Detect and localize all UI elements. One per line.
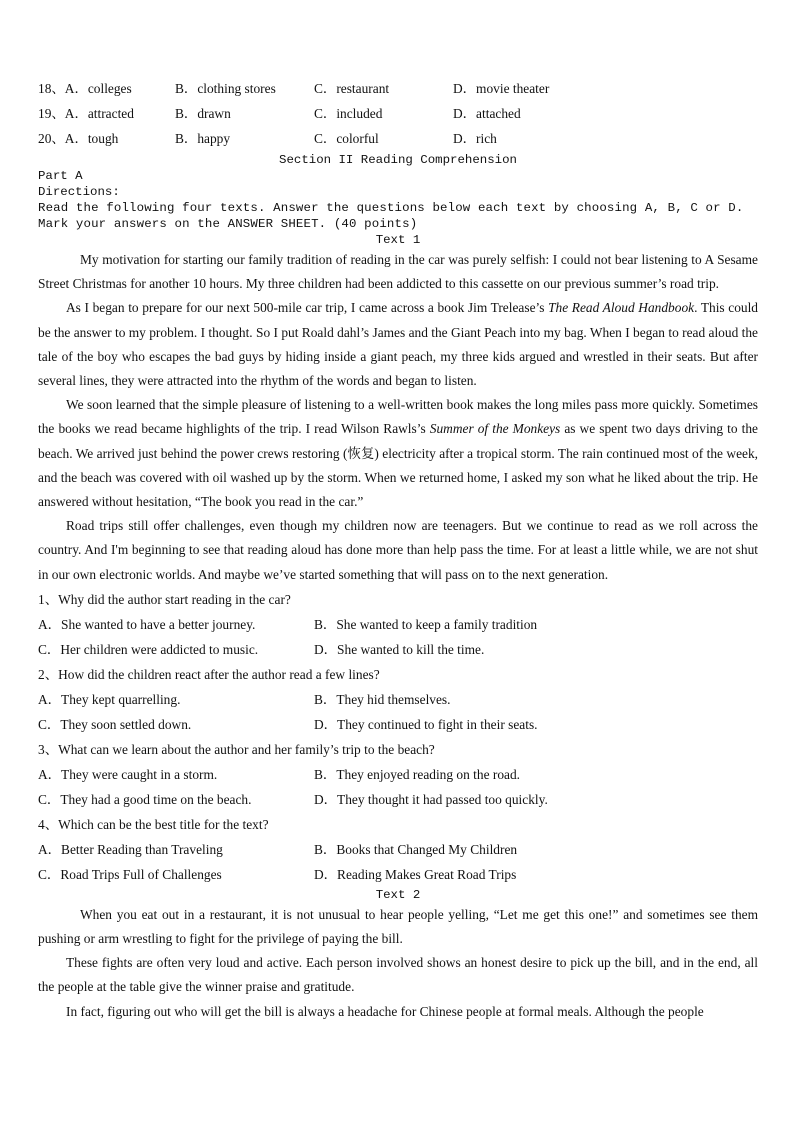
question-number: 18、: [38, 81, 65, 96]
book-title: Summer of the Monkeys: [429, 421, 561, 437]
text1-questions: [38, 587, 758, 887]
question-2: [38, 662, 758, 737]
option-b: B．They enjoyed reading on the road.: [314, 766, 521, 782]
question-stem: 4、Which can be the best title for the text?: [38, 816, 269, 832]
question-number: 20、: [38, 131, 65, 146]
section-title: Section II Reading Comprehension: [279, 153, 517, 167]
option-b: B．They hid themselves.: [314, 691, 451, 707]
option-c: C．They had a good time on the beach.: [38, 791, 252, 807]
option-b: B．Books that Changed My Children: [314, 841, 518, 857]
option-d: D．She wanted to kill the time.: [314, 641, 485, 657]
option-d: D．Reading Makes Great Road Trips: [314, 866, 517, 882]
option-c: C．colorful: [314, 131, 379, 146]
question-1: [38, 587, 758, 662]
option-c: C．Road Trips Full of Challenges: [38, 866, 222, 882]
directions-label: Directions:: [38, 185, 120, 199]
question-stem: 3、What can we learn about the author and her family’s trip to the beach?: [38, 741, 435, 757]
option-c: C．They soon settled down.: [38, 716, 192, 732]
text1-title: Text 1: [375, 233, 421, 247]
text2-paragraph-1: When you eat out in a restaurant, it is not unusual to hear people yelling, “Let me get this one!” and sometimes see them pushing or arm wrestling to fight for the privilege of paying the bill.: [38, 906, 758, 947]
option-d: D．attached: [453, 106, 521, 121]
text2-paragraph-2: These fights are often very loud and active. Each person involved shows an honest desire to pick up the bill, and in the end, all the people at the table give the winner praise and gratitude.: [38, 955, 758, 995]
option-row-18: [38, 76, 758, 101]
text1-paragraph-4: Road trips still offer challenges, even though my children now are teenagers. But we continue to read as we roll across the country. And I'm beginning to see that reading aloud has done more than help pass the time. For at least a little while, we are not shut in our own electronic worlds. And maybe we’ve started something that will pass on to the next generation.: [38, 518, 758, 582]
option-row-20: [38, 126, 758, 151]
option-b: B．She wanted to keep a family tradition: [314, 616, 538, 632]
text1-paragraph-1: My motivation for starting our family tradition of reading in the car was purely selfish: I could not bear listening to A Sesame Street Christmas for another 10 hours. My three children had been addicted to this cassette on our previous summer’s road trip.: [38, 252, 758, 292]
option-a: A．They kept quarrelling.: [38, 691, 181, 707]
text1-paragraph-2: As I began to prepare for our next 500-mile car trip, I came across a book Jim Trelease’s The Read Aloud Handbook. This could be the answer to my problem. I thought. So I put Roald dahl’s James and the Giant Peach into my bag. When I began to read aloud the tale of the boy who escapes the bad guys by hiding inside a giant peach, my three kids argued and wrestled in their seats. But after several lines, they were attracted into the rhythm of the words and began to listen.: [38, 300, 759, 389]
text2-body: [38, 903, 758, 1024]
option-d: D．They continued to fight in their seats.: [314, 716, 538, 732]
text2-paragraph-3: In fact, figuring out who will get the bill is always a headache for Chinese people at formal meals. Although the people: [66, 1003, 704, 1019]
book-title: The Read Aloud Handbook: [548, 300, 695, 316]
option-b: B．drawn: [175, 106, 231, 121]
previous-answer-options: [38, 76, 758, 151]
option-a: A．attracted: [64, 106, 134, 121]
option-d: D．They thought it had passed too quickly.: [314, 791, 548, 807]
question-stem: 1、Why did the author start reading in the car?: [38, 591, 291, 607]
option-b: B．clothing stores: [175, 81, 276, 96]
option-c: C．included: [314, 106, 383, 121]
text2-title: Text 2: [375, 887, 421, 902]
exam-page: [38, 76, 758, 1024]
option-d: D．movie theater: [453, 81, 550, 96]
option-a: A．colleges: [64, 81, 132, 96]
part-label: Part A: [38, 169, 83, 183]
question-4: [38, 812, 758, 887]
question-stem: 2、How did the children react after the author read a few lines?: [38, 666, 380, 682]
option-a: A．tough: [64, 131, 119, 146]
question-3: [38, 737, 758, 812]
question-number: 19、: [38, 106, 65, 121]
option-row-19: [38, 101, 758, 126]
option-a: A．They were caught in a storm.: [38, 766, 218, 782]
text1-paragraph-3: We soon learned that the simple pleasure of listening to a well-written book makes the long miles pass more quickly. Sometimes the books we read became highlights of the trip. I read Wilson Rawls’s Summer of the Monkeys as we spent two days driving to the beach. We arrived just behind the power crews restoring (恢复) electricity after a tropical storm. The rain continued most of the week, and the beach was covered with oil washed up by the storm. When we returned home, I asked my son what he liked about the trip. He answered without hesitation, “The book you read in the car.”: [38, 397, 759, 510]
directions-text: Read the following four texts. Answer the questions below each text by choosing A, B, C or D. Mark your answers on the ANSWER SHEET. (40 points): [38, 201, 744, 231]
option-d: D．rich: [453, 131, 497, 146]
option-a: A．She wanted to have a better journey.: [38, 616, 256, 632]
option-c: C．restaurant: [314, 81, 390, 96]
option-b: B．happy: [175, 131, 231, 146]
text1-body: [38, 248, 758, 587]
option-a: A．Better Reading than Traveling: [38, 841, 223, 857]
option-c: C．Her children were addicted to music.: [38, 641, 259, 657]
